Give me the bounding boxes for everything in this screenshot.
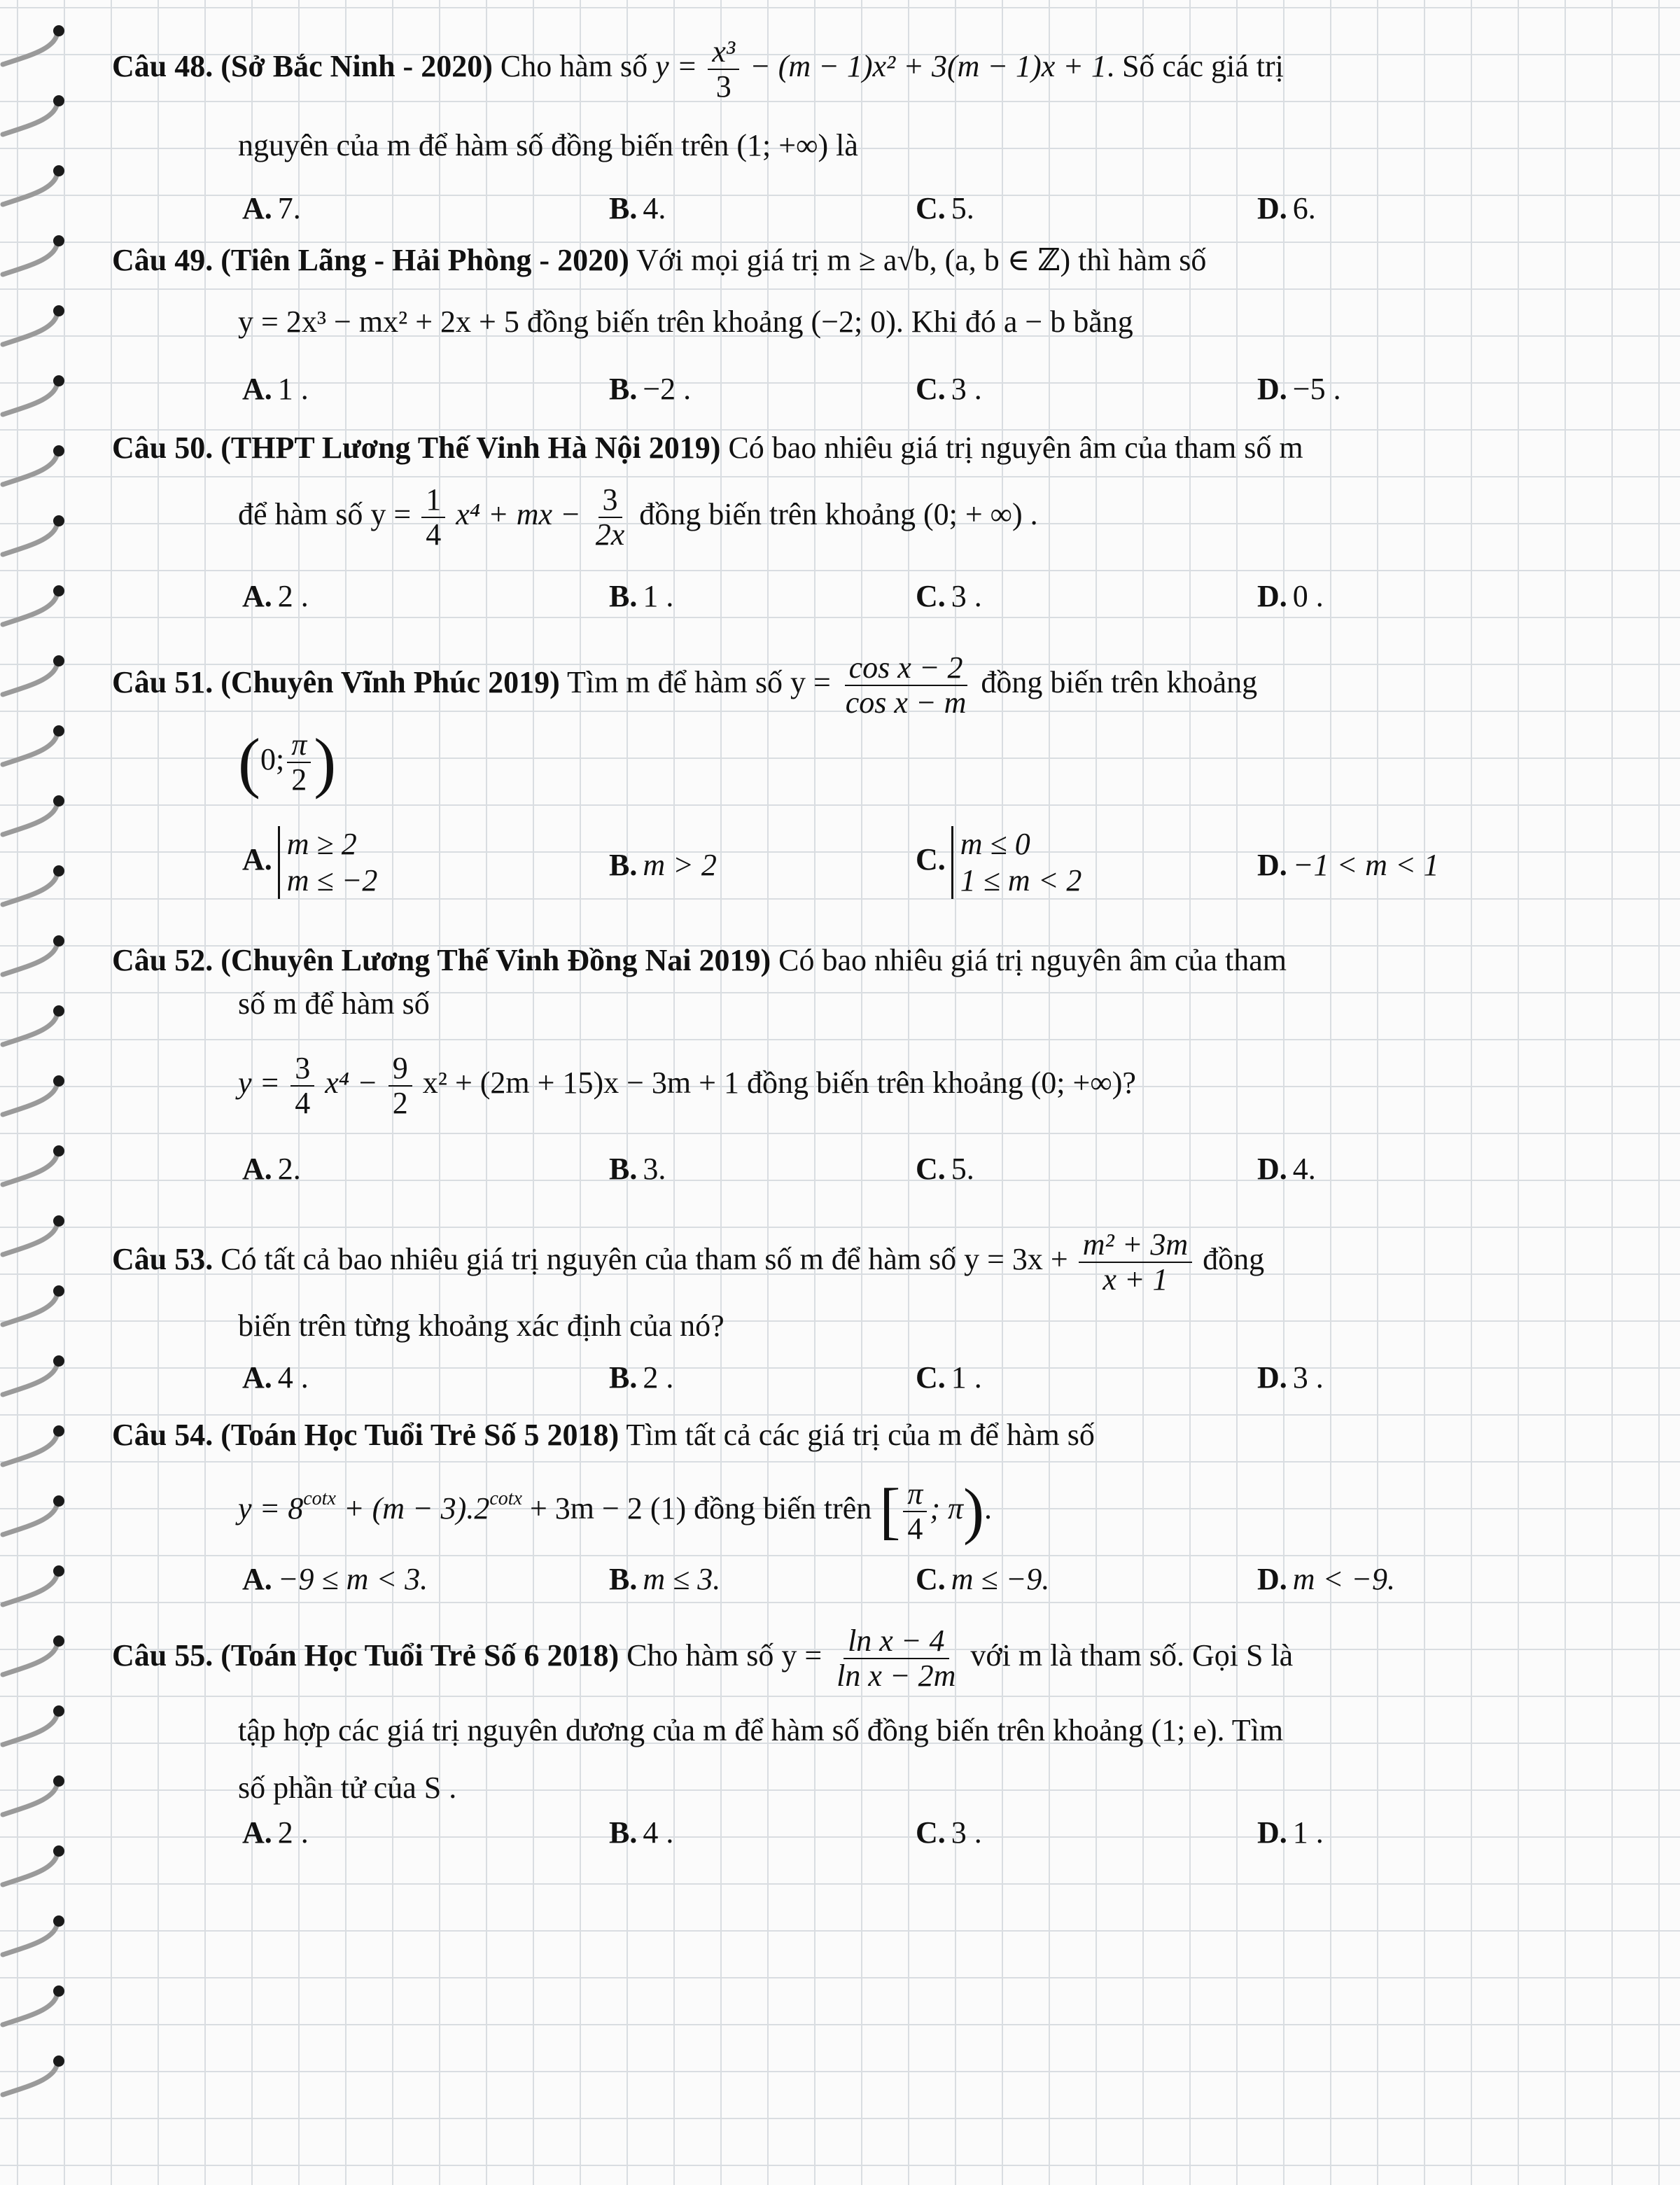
option-letter: D. [1257, 1360, 1287, 1395]
option-letter: C. [916, 1562, 946, 1596]
equation-part: y = [655, 49, 698, 84]
interval-right: ; π [930, 1491, 964, 1526]
option-c[interactable] [916, 190, 974, 226]
option-value: 4. [643, 191, 666, 225]
exponent: cotx [489, 1488, 522, 1510]
binding-ring [3, 1495, 64, 1535]
option-letter: C. [916, 1815, 946, 1850]
option-a[interactable] [242, 1815, 309, 1850]
option-value: m ≤ 3. [643, 1562, 721, 1596]
option-letter: D. [1257, 372, 1287, 406]
fraction [708, 35, 739, 104]
fraction-numerator: 3 [598, 483, 622, 518]
question-text: với m là tham số. Gọi S là [970, 1638, 1294, 1673]
fraction-numerator: π [903, 1477, 927, 1512]
option-a[interactable] [242, 1151, 301, 1187]
question-label: Câu 53. [112, 1242, 214, 1277]
binding-ring [3, 1425, 64, 1465]
binding-ring [3, 1775, 64, 1815]
option-letter: B. [609, 1360, 638, 1395]
binding-ring [3, 935, 64, 975]
question-text: đồng biến trên khoảng (0; + ∞) . [639, 497, 1038, 532]
option-value: 5. [951, 191, 974, 225]
option-value: 4 . [277, 1360, 309, 1395]
option-a[interactable] [242, 1561, 428, 1597]
option-value: m < −9. [1292, 1562, 1395, 1596]
question-text-line: tập hợp các giá trị nguyên dương của m để hàm số đồng biến trên khoảng (1; e). Tìm [238, 1713, 1284, 1747]
option-d[interactable] [1257, 371, 1341, 407]
option-value: 7. [277, 191, 301, 225]
question-text: Có bao nhiêu giá trị nguyên âm của tham [778, 943, 1287, 977]
option-letter: B. [609, 848, 638, 882]
binding-ring [3, 2055, 64, 2095]
option-d[interactable] [1257, 847, 1439, 883]
option-value: 2. [277, 1152, 301, 1186]
question-text: Cho hàm số y = [626, 1638, 822, 1673]
fraction-denominator: 2 [392, 1086, 408, 1120]
binding-ring [3, 1145, 64, 1185]
question-source: (THPT Lương Thế Vinh Hà Nội 2019) [220, 431, 721, 465]
option-letter: D. [1257, 579, 1287, 613]
option-value: 5. [951, 1152, 974, 1186]
fraction-numerator: 1 [421, 483, 445, 518]
question-text-line: y = 2x³ − mx² + 2x + 5 đồng biến trên khoảng (−2; 0). Khi đó a − b bằng [238, 305, 1133, 339]
fraction-denominator: 4 [426, 517, 442, 552]
condition: m ≤ −2 [286, 863, 378, 898]
question-label: Câu 52. [112, 943, 214, 977]
question-text: đồng [1203, 1242, 1265, 1277]
binding-ring [3, 1915, 64, 1955]
option-c[interactable] [916, 1151, 974, 1187]
option-a[interactable] [242, 826, 377, 899]
option-value: 1 . [1292, 1815, 1324, 1850]
question-text: . Số các giá trị [1106, 49, 1284, 84]
fraction [903, 1477, 927, 1546]
option-a[interactable] [242, 1360, 309, 1395]
option-letter: C. [916, 372, 946, 406]
binding-ring [3, 25, 64, 64]
option-value: 6. [1292, 191, 1316, 225]
option-value: 3 . [1292, 1360, 1324, 1395]
option-letter: B. [609, 1815, 638, 1850]
fraction-numerator: cos x − 2 [845, 651, 967, 686]
binding-ring [3, 795, 64, 835]
question-text: đồng biến trên khoảng [981, 665, 1258, 700]
binding-ring [3, 865, 64, 905]
equation-part: + 3m − 2 (1) đồng biến trên [529, 1491, 872, 1526]
question-source: (Chuyên Lương Thế Vinh Đồng Nai 2019) [220, 943, 771, 977]
option-letter: C. [916, 1152, 946, 1186]
fraction [832, 1624, 960, 1693]
option-letter: C. [916, 191, 946, 225]
option-value: 2 . [277, 579, 309, 613]
binding-ring [3, 1355, 64, 1395]
binding-ring [3, 1285, 64, 1325]
binding-ring [3, 1565, 64, 1605]
binding-ring [3, 445, 64, 484]
fraction [592, 483, 629, 552]
option-d[interactable] [1257, 1815, 1324, 1850]
option-value: 1 . [643, 579, 674, 613]
option-letter: A. [242, 842, 272, 877]
option-value: 1 . [951, 1360, 982, 1395]
fraction [290, 1052, 314, 1120]
option-value: m ≤ −9. [951, 1562, 1050, 1596]
option-c[interactable] [916, 371, 982, 407]
binding-ring [3, 725, 64, 765]
fraction-denominator: 3 [715, 69, 732, 104]
fraction-numerator: 9 [388, 1052, 412, 1087]
option-b[interactable] [609, 371, 691, 407]
option-value: 3 . [951, 579, 982, 613]
option-c[interactable] [916, 1815, 982, 1850]
option-b[interactable] [609, 578, 673, 614]
equation-part: x⁴ − [325, 1066, 378, 1101]
option-b[interactable] [609, 1561, 720, 1597]
question-source: (Toán Học Tuổi Trẻ Số 5 2018) [220, 1418, 620, 1452]
option-letter: A. [242, 1562, 272, 1596]
option-value: 2 . [643, 1360, 674, 1395]
question-source: (Chuyên Vĩnh Phúc 2019) [220, 665, 560, 700]
question-label: Câu 49. [112, 243, 214, 277]
fraction [388, 1052, 412, 1120]
question-text: để hàm số y = [238, 497, 412, 532]
option-letter: A. [242, 372, 272, 406]
option-letter: D. [1257, 1152, 1287, 1186]
bracket-system [951, 826, 1082, 899]
option-letter: B. [609, 372, 638, 406]
option-c[interactable] [916, 826, 1082, 899]
option-c[interactable] [916, 1561, 1049, 1597]
fraction-numerator: 3 [290, 1052, 314, 1087]
option-value: 1 . [277, 372, 309, 406]
worksheet-page: Câu 48. (Sở Bắc Ninh - 2020) Cho hàm số y = $\frac{\text{x³}}{3}$ − (m − 1)x² + 3(m − 1)x + 1. Số các giá trị nguyên của m để hàm số đồng biến trên (1; +∞) là A. 7. B. 4. C. 5. D. 6. Câu 49. (Tiên Lãng - Hải Phòng - 2020) Với mọi giá trị m ≥ a√b, (a, b ∈ ℤ) thì hàm số y = 2x³ − mx² + 2x + 5 đồng biến trên khoảng (−2; 0). Khi đó a − b bằng A. 1 . B. −2 . C. 3 . D. −5 . Câu 50. (THPT Lương Thế Vinh Hà Nội 2019) Có bao nhiêu giá trị nguyên âm của tham số m để hàm số y = $\frac{1}{4}$ x⁴ + mx − $\frac{3}{2x}$ đồng biến trên khoảng (0; + ∞) . A. 2 . B. 1 . C. 3 . D. 0 . Câu 51. (Chuyên Vĩnh Phúc 2019) Tìm m để hàm số y = $\frac{\text{cos x − 2}}{\text{cos x − m}}$ đồng biến trên khoảng (0; $\frac{\pi}{2}$ ) A. m ≥ 2 m ≤ −2 B. m > 2 C. m ≤ 0 1 ≤ m < 2 D. −1 < m < 1 Câu 52. (Chuyên Lương Thế Vinh Đồng Nai 2019) Có bao nhiêu giá trị nguyên âm của tham số m để hàm số y = $\frac{3}{4}$ x⁴ − $\frac{9}{2}$ x² + (2m + 15)x − 3m + 1 đồng biến trên khoảng (0; +∞)? A. 2. B. 3. C. 5. D. 4. Câu 53. Có tất cả bao nhiêu giá trị nguyên của tham số m để hàm số y = 3x + $\frac{\text{m² + 3m}}{x + 1}$ đồng biến trên từng khoảng xác định của nó? A. 4 . B. 2 . C. 1 . D. 3 . Câu 54. (Toán Học Tuổi Trẻ Số 5 2018) Tìm tất cả các giá trị của m để hàm số $y = 8^{cotx} + (m - 3).2^{cotx} + 3m - 2$ (1) đồng biến trên [ $\frac{\pi}{4}$ ; π). A. −9 ≤ m < 3. B. m ≤ 3. C. m ≤ −9. D. m < −9. Câu 55. (Toán Học Tuổi Trẻ Số 6 2018) Cho hàm số y = $\frac{\text{ln x − 4}}{\text{ln x − 2m}}$ với m là tham số. Gọi S là tập hợp các giá trị nguyên dương của m để hàm số đồng biến trên khoảng (1; e). Tìm số phần tử của S . A. 2 . B. 4 . C. 3 . D. 1 . [112, 34, 1439, 1850]
binding-ring [3, 375, 64, 414]
option-letter: B. [609, 1152, 638, 1186]
question-text: Với mọi giá trị m ≥ a√b, (a, b ∈ ℤ) thì hàm số [636, 243, 1207, 277]
fraction-denominator: 2x [595, 517, 625, 552]
option-letter: D. [1257, 848, 1287, 882]
option-c[interactable] [916, 1360, 982, 1395]
option-letter: A. [242, 1815, 272, 1850]
equation-part: x² + (2m + 15)x − 3m + 1 đồng biến trên khoảng (0; +∞)? [422, 1066, 1136, 1101]
option-letter: B. [609, 191, 638, 225]
binding-ring [3, 1705, 64, 1745]
option-value: 3 . [951, 372, 982, 406]
fraction-numerator: π [287, 728, 311, 763]
question-text-line: số m để hàm số [238, 986, 430, 1021]
option-letter: D. [1257, 1562, 1287, 1596]
option-letter: A. [242, 579, 272, 613]
option-letter: D. [1257, 1815, 1287, 1850]
option-d[interactable] [1257, 1360, 1324, 1395]
equation-part: y = 8 [238, 1491, 304, 1526]
question-text: Tìm m để hàm số y = [566, 665, 831, 700]
fraction-denominator: cos x − m [845, 685, 967, 720]
question-label: Câu 50. [112, 431, 214, 465]
interval-left: 0; [260, 742, 285, 777]
question-label: Câu 55. [112, 1638, 214, 1673]
option-value: 3. [643, 1152, 666, 1186]
question-source: (Tiên Lãng - Hải Phòng - 2020) [220, 243, 629, 277]
question-text-line: số phần tử của S . [238, 1771, 457, 1805]
binding-ring [3, 235, 64, 274]
option-a[interactable] [242, 371, 309, 407]
option-value: 0 . [1292, 579, 1324, 613]
binding-ring [3, 95, 64, 134]
fraction [287, 728, 311, 797]
equation-part: x⁴ + mx − [456, 497, 581, 532]
bracket-system [278, 826, 378, 899]
binding-ring [3, 1635, 64, 1675]
option-c[interactable] [916, 578, 982, 614]
option-value: m > 2 [643, 848, 717, 882]
fraction-denominator: 4 [907, 1512, 923, 1546]
option-letter: D. [1257, 191, 1287, 225]
option-d[interactable] [1257, 190, 1316, 226]
binding-ring [3, 515, 64, 554]
condition: m ≥ 2 [286, 827, 357, 861]
binding-ring [3, 1845, 64, 1885]
binding-ring [3, 1215, 64, 1255]
equation-part: − (m − 1)x² + 3(m − 1)x + 1 [750, 49, 1107, 84]
option-b[interactable] [609, 1815, 673, 1850]
option-letter: B. [609, 579, 638, 613]
question-label: Câu 48. [112, 49, 214, 84]
binding-ring [3, 1985, 64, 2025]
binding-ring [3, 1075, 64, 1115]
question-source: (Sở Bắc Ninh - 2020) [220, 49, 493, 84]
option-value: 3 . [951, 1815, 982, 1850]
option-letter: C. [916, 1360, 946, 1395]
option-d[interactable] [1257, 578, 1324, 614]
question-text-line: biến trên từng khoảng xác định của nó? [238, 1308, 724, 1343]
equation-part: + (m − 3).2 [343, 1491, 490, 1526]
fraction-numerator: m² + 3m [1079, 1228, 1192, 1263]
fraction-numerator: ln x − 4 [844, 1624, 948, 1659]
option-a[interactable] [242, 190, 301, 226]
fraction [1079, 1228, 1192, 1297]
option-value: −1 < m < 1 [1292, 848, 1439, 882]
question-label: Câu 51. [112, 665, 214, 700]
option-letter: A. [242, 1360, 272, 1395]
fraction [841, 651, 971, 720]
option-letter: C. [916, 579, 946, 613]
exponent: cotx [303, 1488, 336, 1510]
question-text: Có tất cả bao nhiêu giá trị nguyên của tham số m để hàm số y = 3x + [220, 1242, 1068, 1277]
option-d[interactable] [1257, 1561, 1395, 1597]
option-b[interactable] [609, 1360, 673, 1395]
binding-ring [3, 655, 64, 694]
option-value: 4. [1292, 1152, 1316, 1186]
option-value: −9 ≤ m < 3. [277, 1562, 428, 1596]
question-text: Có bao nhiêu giá trị nguyên âm của tham số m [728, 431, 1303, 465]
fraction-denominator: 2 [291, 762, 307, 797]
question-source: (Toán Học Tuổi Trẻ Số 6 2018) [220, 1638, 620, 1673]
option-value: −5 . [1292, 372, 1341, 406]
question-label: Câu 54. [112, 1418, 214, 1452]
option-b[interactable] [609, 1151, 666, 1187]
fraction-denominator: 4 [295, 1086, 311, 1120]
binding-ring [3, 585, 64, 624]
option-d[interactable] [1257, 1151, 1316, 1187]
fraction [421, 483, 445, 552]
option-letter: C. [916, 842, 946, 877]
option-letter: A. [242, 191, 272, 225]
option-b[interactable] [609, 847, 717, 883]
option-a[interactable] [242, 578, 309, 614]
equation-part: y = [238, 1066, 281, 1101]
notebook-binding-rings [0, 0, 105, 2185]
option-letter: B. [609, 1562, 638, 1596]
condition: 1 ≤ m < 2 [960, 863, 1082, 898]
condition: m ≤ 0 [960, 827, 1030, 861]
option-value: 4 . [643, 1815, 674, 1850]
option-b[interactable] [609, 190, 666, 226]
binding-ring [3, 1005, 64, 1045]
question-text: Tìm tất cả các giá trị của m để hàm số [626, 1418, 1095, 1452]
fraction-numerator: x³ [708, 35, 739, 70]
binding-ring [3, 165, 64, 204]
fraction-denominator: x + 1 [1102, 1262, 1168, 1297]
option-letter: A. [242, 1152, 272, 1186]
option-value: 2 . [277, 1815, 309, 1850]
option-value: −2 . [643, 372, 692, 406]
binding-ring [3, 305, 64, 344]
fraction-denominator: ln x − 2m [836, 1659, 956, 1693]
question-text-line: nguyên của m để hàm số đồng biến trên (1; +∞) là [238, 128, 858, 162]
question-text: Cho hàm số [500, 49, 648, 84]
